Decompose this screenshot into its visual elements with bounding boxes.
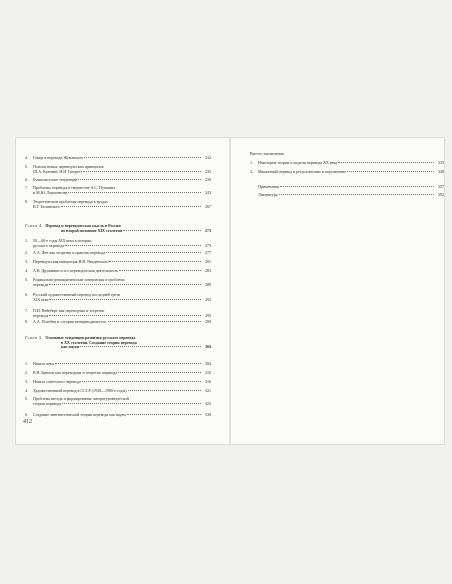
entry-title: Начало века [33,361,54,366]
entry-title: Радикально-демократические литераторы и проблема [33,277,125,282]
entry-page: 235 [205,168,211,174]
toc-line [25,244,211,249]
leader-dots [78,179,201,180]
leader-dots [123,230,201,231]
toc-entry [25,293,211,302]
entry-number: 4. [25,268,28,273]
leader-dots [108,321,201,322]
entry-title: Теоретические проблемы перевода в трудах [33,199,108,204]
entry-title: Проблемы перевода в творчестве А.С. Пушкина [33,185,116,190]
toc-entry [25,362,211,367]
entry-title: В.Я. Брюсов как переводчик и теоретик перевода [33,370,117,375]
toc-entry [25,165,211,174]
entry-title: Начало советского перевода [33,379,81,384]
entry-page: 243 [205,189,211,195]
toc-line [25,362,211,367]
entry-page: 304 [205,344,211,350]
chapter-title: в XX столетии. Создание теории перевода [61,339,137,345]
toc-entry [25,200,211,209]
entry-title: XIX века [33,296,49,302]
entry-title: Литература [258,192,278,197]
entry-page: 288 [205,281,211,287]
chapter-title: Перевод и переводческая мысль в России [45,223,121,228]
toc-line [25,269,211,274]
entry-title: Машинный перевод в ретроспективе и перспективе [258,169,346,174]
entry-page: 292 [205,296,211,302]
toc-line [25,320,211,325]
entry-title: 50—60-е годы XIX века в истории [33,238,92,243]
toc-line [25,156,211,161]
entry-number: 3. [25,259,28,264]
leader-dots [347,171,434,172]
toc-entry [25,278,211,287]
toc-line [25,389,211,394]
entry-number: 8. [25,319,28,324]
toc-line [25,402,211,407]
entry-number: 7. [25,185,28,190]
entry-page: 330 [205,412,211,417]
toc-line [250,185,444,190]
entry-title: русского перевода [33,242,65,248]
entry-page: 392 [438,192,444,197]
toc-line [25,345,211,350]
entry-number: 7. [25,308,28,313]
entry-page: 283 [205,268,211,273]
entry-title: Буквалистские тенденции [33,177,78,182]
entry-number: 1. [25,361,28,366]
toc-entry [25,413,211,418]
entry-number: 4. [25,155,28,160]
leader-dots [279,194,434,195]
entry-title: Проблема метода и формирование литературоведческой [33,396,129,401]
toc-entry [25,269,211,274]
toc-line [25,260,211,265]
leader-dots [127,414,201,415]
entry-title: Художественный перевод в СССР (1930—1980-е годы) [33,388,127,393]
toc-line [25,413,211,418]
leader-dots [65,245,201,246]
toc-entry [25,389,211,394]
toc-line [25,170,211,175]
entry-title: Примечания [258,184,280,189]
leader-dots [106,252,201,253]
entry-number: 1. [250,160,253,165]
leader-dots [109,261,201,262]
entry-title: Русский художественный перевод последней трети [33,292,121,297]
entry-number: 6. [25,292,28,297]
entry-number: 6. [25,177,28,182]
toc-line [25,380,211,385]
entry-number: 5. [25,164,28,169]
toc-line [25,191,211,196]
leader-dots [68,192,201,193]
toc-entry [25,178,211,183]
toc-entry [25,156,211,161]
right-page [230,138,444,444]
entry-page: 357 [438,184,444,189]
entry-number: 2. [250,169,253,174]
toc-entry [250,170,444,175]
toc-chapter [25,224,211,233]
entry-page: 273 [205,242,211,248]
toc-entry [25,320,211,325]
entry-number: 6. [25,412,28,417]
entry-page: 348 [438,169,444,174]
entry-number: 2. [25,370,28,375]
leader-dots [119,270,201,271]
chapter-title: Основные тенденции развития русского перевода [45,335,136,340]
entry-page: 321 [205,388,211,393]
entry-title: Переводческая концепция И.И. Введенского [33,259,109,264]
entry-page: 281 [205,259,211,264]
leader-dots [82,381,201,382]
entry-number: 3. [25,379,28,384]
entry-title: В.Г. Белинского [33,203,60,209]
toc-entry [250,193,444,198]
entry-page: 277 [205,250,211,255]
entry-page: 316 [205,379,211,384]
book-spread [16,138,444,444]
leader-dots [61,206,201,207]
toc-entry [25,239,211,248]
chapter-title: во второй половине XIX столетия [61,227,122,233]
page-number: 412 [23,419,32,425]
toc-line [25,371,211,376]
toc-line [25,251,211,256]
leader-dots [280,186,434,187]
entry-title: Создание лингвистической теории перевода как науки [33,412,126,417]
entry-page: 304 [205,361,211,366]
entry-title: А.А. Фет как теоретик и практик перевода [33,250,106,255]
entry-title: перевода [33,281,49,287]
entry-title: Некоторые теории и модели перевода XX века [258,160,338,165]
conclusion-heading: Вместо заключения [250,151,284,156]
toc-chapter [25,336,211,350]
entry-title: и М.Ю. Лермонтова [33,189,68,195]
toc-line [250,193,444,198]
leader-dots [83,171,201,172]
toc-line [25,314,211,319]
entry-title: перевода [33,312,49,318]
leader-dots [80,346,201,347]
entry-page: 267 [205,203,211,209]
leader-dots [62,403,201,404]
toc-entry [25,380,211,385]
entry-page: 335 [438,160,444,165]
toc-line [25,229,211,234]
entry-page: 299 [205,319,211,324]
toc-entry [250,185,444,190]
toc-line [250,170,444,175]
entry-number: 1. [25,238,28,243]
toc-entry [25,371,211,376]
entry-page: 295 [205,312,211,318]
entry-page: 325 [205,400,211,406]
entry-title: Поиски новых переводческих принципов [33,164,104,169]
toc-line [25,178,211,183]
entry-number: 5. [25,277,28,282]
toc-entry [250,161,444,166]
toc-entry [25,251,211,256]
entry-number: 2. [25,250,28,255]
entry-page: 239 [205,177,211,182]
entry-title: (П.А. Катенин, Н.И. Гнедич) [33,168,82,174]
entry-page: 232 [205,155,211,160]
toc-entry [25,397,211,406]
leader-dots [128,390,201,391]
chapter-title: как науки [61,344,80,350]
toc-line [250,161,444,166]
leader-dots [49,315,201,316]
leader-dots [49,284,201,285]
leader-dots [49,299,201,300]
entry-title: А.В. Дружинин и его переводческая деятельность [33,268,119,273]
entry-page: 310 [205,370,211,375]
toc-entry [25,309,211,318]
entry-number: 8. [25,199,28,204]
entry-page: 273 [205,227,211,233]
leader-dots [338,162,434,163]
toc-entry [25,260,211,265]
toc-line [25,205,211,210]
entry-number: 5. [25,396,28,401]
toc-entry [25,186,211,195]
entry-title: теории перевода [33,400,62,406]
leader-dots [118,372,201,373]
entry-number: 4. [25,388,28,393]
entry-title: Гомер в переводе Жуковского [33,155,84,160]
toc-line [25,283,211,288]
leader-dots [84,157,201,158]
left-page [16,138,230,444]
entry-title: А.А. Потебня и «теория непереводимости» [33,319,107,324]
chapter-label: Глава 4. [25,223,44,228]
chapter-label: Глава 5. [25,335,44,340]
leader-dots [55,363,201,364]
entry-title: П.И. Вейнберг как переводчик и теоретик [33,308,105,313]
toc-line [25,298,211,303]
